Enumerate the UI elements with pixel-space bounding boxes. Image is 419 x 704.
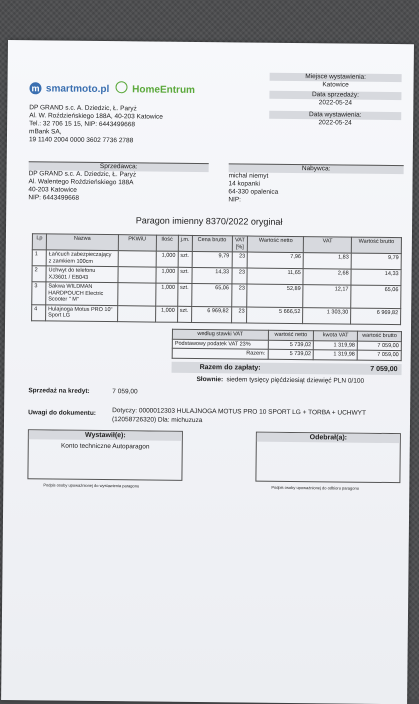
cell: 5 666,52 bbox=[247, 307, 303, 324]
vat-summary-table bbox=[172, 329, 402, 361]
buyer-address-line: NIP: bbox=[228, 196, 242, 204]
cell: 5 739,02 bbox=[268, 340, 314, 350]
cell: Podstawowy podatek VAT 23% bbox=[172, 339, 268, 349]
place-label: Miejsce wystawienia: bbox=[270, 73, 402, 82]
seller-label: Sprzedawca: bbox=[29, 161, 209, 172]
words-value: siedem tysięcy pięćdziesiąt dziewięć PLN 0/100 bbox=[226, 376, 365, 385]
cell: 1,000 bbox=[156, 267, 178, 283]
cell bbox=[118, 251, 156, 267]
issuer-value: Konto techniczne Autoparagon bbox=[60, 442, 150, 451]
notes-line-2: (12058726320) Dla: michuzuza bbox=[111, 416, 203, 425]
col-header: VAT [%] bbox=[232, 236, 248, 252]
col-header: Ilość bbox=[156, 235, 178, 251]
cell: 7,96 bbox=[248, 252, 304, 269]
receipt-paper bbox=[1, 40, 414, 704]
logo-brand2: HomeEntrum bbox=[132, 84, 196, 96]
col-header: Nazwa bbox=[46, 234, 118, 251]
document-title: Paragon imienny 8370/2022 oryginał bbox=[135, 215, 283, 227]
col-header: VAT bbox=[304, 237, 352, 253]
cell: 2,68 bbox=[303, 269, 351, 285]
words-label: Słownie: bbox=[196, 375, 224, 384]
cell: 11,65 bbox=[247, 268, 303, 285]
cell: 65,06 bbox=[351, 285, 401, 308]
cell: 7 059,00 bbox=[357, 341, 401, 351]
buyer-section bbox=[228, 163, 403, 206]
buyer-address-line: michal niemyt bbox=[228, 172, 269, 180]
cell: 23 bbox=[231, 306, 247, 322]
cell: 1 303,30 bbox=[303, 307, 351, 323]
col-header: j.m. bbox=[178, 235, 192, 251]
col-header: kwota VAT bbox=[314, 331, 358, 341]
col-header: Cena brutto bbox=[192, 235, 232, 251]
cell: 3 bbox=[32, 282, 46, 305]
seller-address-line: Al. Walentego Roździeńskiego 188A bbox=[28, 178, 134, 187]
issuer-label: Wystawił(e): bbox=[29, 430, 182, 441]
seller-line: 19 1140 2004 0000 3602 7736 2788 bbox=[28, 136, 134, 145]
table-row bbox=[32, 304, 401, 324]
place-value: Katowice bbox=[322, 81, 349, 89]
cell: 6 969,82 bbox=[351, 308, 401, 325]
seller-address-line: 40-203 Katowice bbox=[28, 186, 77, 194]
cell: szt. bbox=[177, 283, 191, 306]
to-pay-value: 7 059,00 bbox=[370, 365, 398, 374]
cell: 4 bbox=[32, 304, 46, 320]
cell: szt. bbox=[178, 251, 192, 267]
cell: Łańcuch zabezpieczający z zamkiem 100cm bbox=[46, 250, 118, 267]
buyer-label: Nabywca: bbox=[229, 163, 404, 174]
cell: 12,17 bbox=[303, 285, 351, 308]
info-column bbox=[269, 73, 402, 128]
cell: 1 319,98 bbox=[314, 350, 358, 360]
cell: 65,06 bbox=[191, 283, 231, 306]
seller-line: mBank SA, bbox=[29, 128, 62, 136]
cell: 1 bbox=[32, 250, 46, 266]
cell: 52,89 bbox=[247, 284, 303, 307]
seller-line: Tel.: 32 706 15 15, NIP: 6443499668 bbox=[29, 120, 136, 129]
cell: 9,79 bbox=[192, 251, 232, 267]
cell: 23 bbox=[231, 284, 247, 307]
home-logo-icon bbox=[116, 81, 128, 93]
cell: 1 319,98 bbox=[314, 340, 358, 350]
seller-line: Al. W. Roździeńskiego 188A, 40-203 Katowice bbox=[29, 112, 163, 121]
credit-value: 7 059,00 bbox=[112, 388, 138, 396]
cell: 1,000 bbox=[155, 283, 177, 306]
cell: 2 bbox=[32, 266, 46, 282]
cell: 1,83 bbox=[303, 253, 351, 269]
col-header: PKWiU bbox=[118, 235, 156, 251]
issue-date-label: Data wystawienia: bbox=[269, 111, 401, 120]
cell: 7 059,00 bbox=[357, 350, 401, 360]
cell: 1,000 bbox=[155, 306, 177, 322]
table-row bbox=[172, 348, 401, 360]
to-pay-label: Razem do zapłaty: bbox=[199, 364, 261, 372]
cell: 14,33 bbox=[192, 267, 232, 283]
cell: Razem: bbox=[172, 348, 268, 358]
cell: 1,000 bbox=[156, 251, 178, 267]
issue-date-value: 2022-05-24 bbox=[318, 119, 352, 127]
cell: 23 bbox=[231, 268, 247, 284]
smartmoto-logo-icon: m bbox=[29, 82, 41, 94]
logo bbox=[29, 78, 195, 98]
issuer-box bbox=[27, 429, 183, 481]
seller-address-line: DP GRAND s.c. A. Dziedzic, Ł. Paryż bbox=[28, 170, 137, 179]
col-header: wartość netto bbox=[268, 330, 314, 340]
col-header: Wartość brutto bbox=[351, 237, 401, 254]
cell bbox=[118, 283, 156, 306]
sale-date-value: 2022-05-24 bbox=[318, 99, 353, 107]
cell bbox=[118, 267, 156, 283]
sale-date-label: Data sprzedaży: bbox=[269, 91, 401, 100]
buyer-address-line: 64-330 opalenica bbox=[228, 188, 279, 196]
cell: Uchwyt do telefonu XJ3601 / EB043 bbox=[46, 266, 118, 283]
issuer-caption: Podpis osoby upoważnionej do wystawienia paragonu bbox=[43, 482, 140, 489]
cell: Hulajnoga Motus PRO 10" Sport LG bbox=[46, 304, 118, 321]
col-header: Wartość netto bbox=[248, 236, 304, 253]
cell: 6 969,82 bbox=[191, 306, 231, 322]
cell: szt. bbox=[178, 267, 192, 283]
seller-address-line: NIP: 6443499668 bbox=[28, 194, 79, 202]
notes-label: Uwagi do dokumentu: bbox=[28, 409, 97, 417]
items-table bbox=[31, 233, 402, 324]
seller-header bbox=[29, 104, 163, 145]
logo-brand1: smartmoto.pl bbox=[45, 83, 110, 96]
receiver-box bbox=[255, 432, 401, 484]
col-header: wartość brutto bbox=[358, 331, 402, 341]
col-header: według stawki VAT bbox=[172, 329, 268, 339]
cell: Sakwa WILDMAN HARDPOUCH Electric Scooter " M" bbox=[46, 282, 118, 305]
receiver-label: Odebrał(a): bbox=[257, 433, 400, 443]
cell bbox=[117, 305, 155, 321]
receiver-caption: Podpis osoby upoważnionej do odbioru paragonu bbox=[271, 484, 359, 491]
buyer-address-line: 14 kopanki bbox=[228, 180, 260, 188]
notes-line-1: Dotyczy: 0000012303 HULAJNOGA MOTUS PRO 10 SPORT LG + TORBA + UCHWYT bbox=[112, 407, 366, 417]
cell: 14,33 bbox=[351, 269, 401, 286]
cell: 23 bbox=[232, 252, 248, 268]
cell: 5 739,02 bbox=[268, 349, 314, 359]
cell: szt. bbox=[177, 306, 191, 322]
col-header: Lp bbox=[32, 234, 46, 250]
credit-label: Sprzedaż na kredyt: bbox=[28, 387, 90, 395]
seller-line: DP GRAND s.c. A. Dziedzic, Ł. Paryż bbox=[29, 104, 137, 113]
cell: 9,79 bbox=[351, 253, 401, 270]
to-pay-bar bbox=[172, 362, 402, 375]
seller-section bbox=[28, 161, 208, 204]
